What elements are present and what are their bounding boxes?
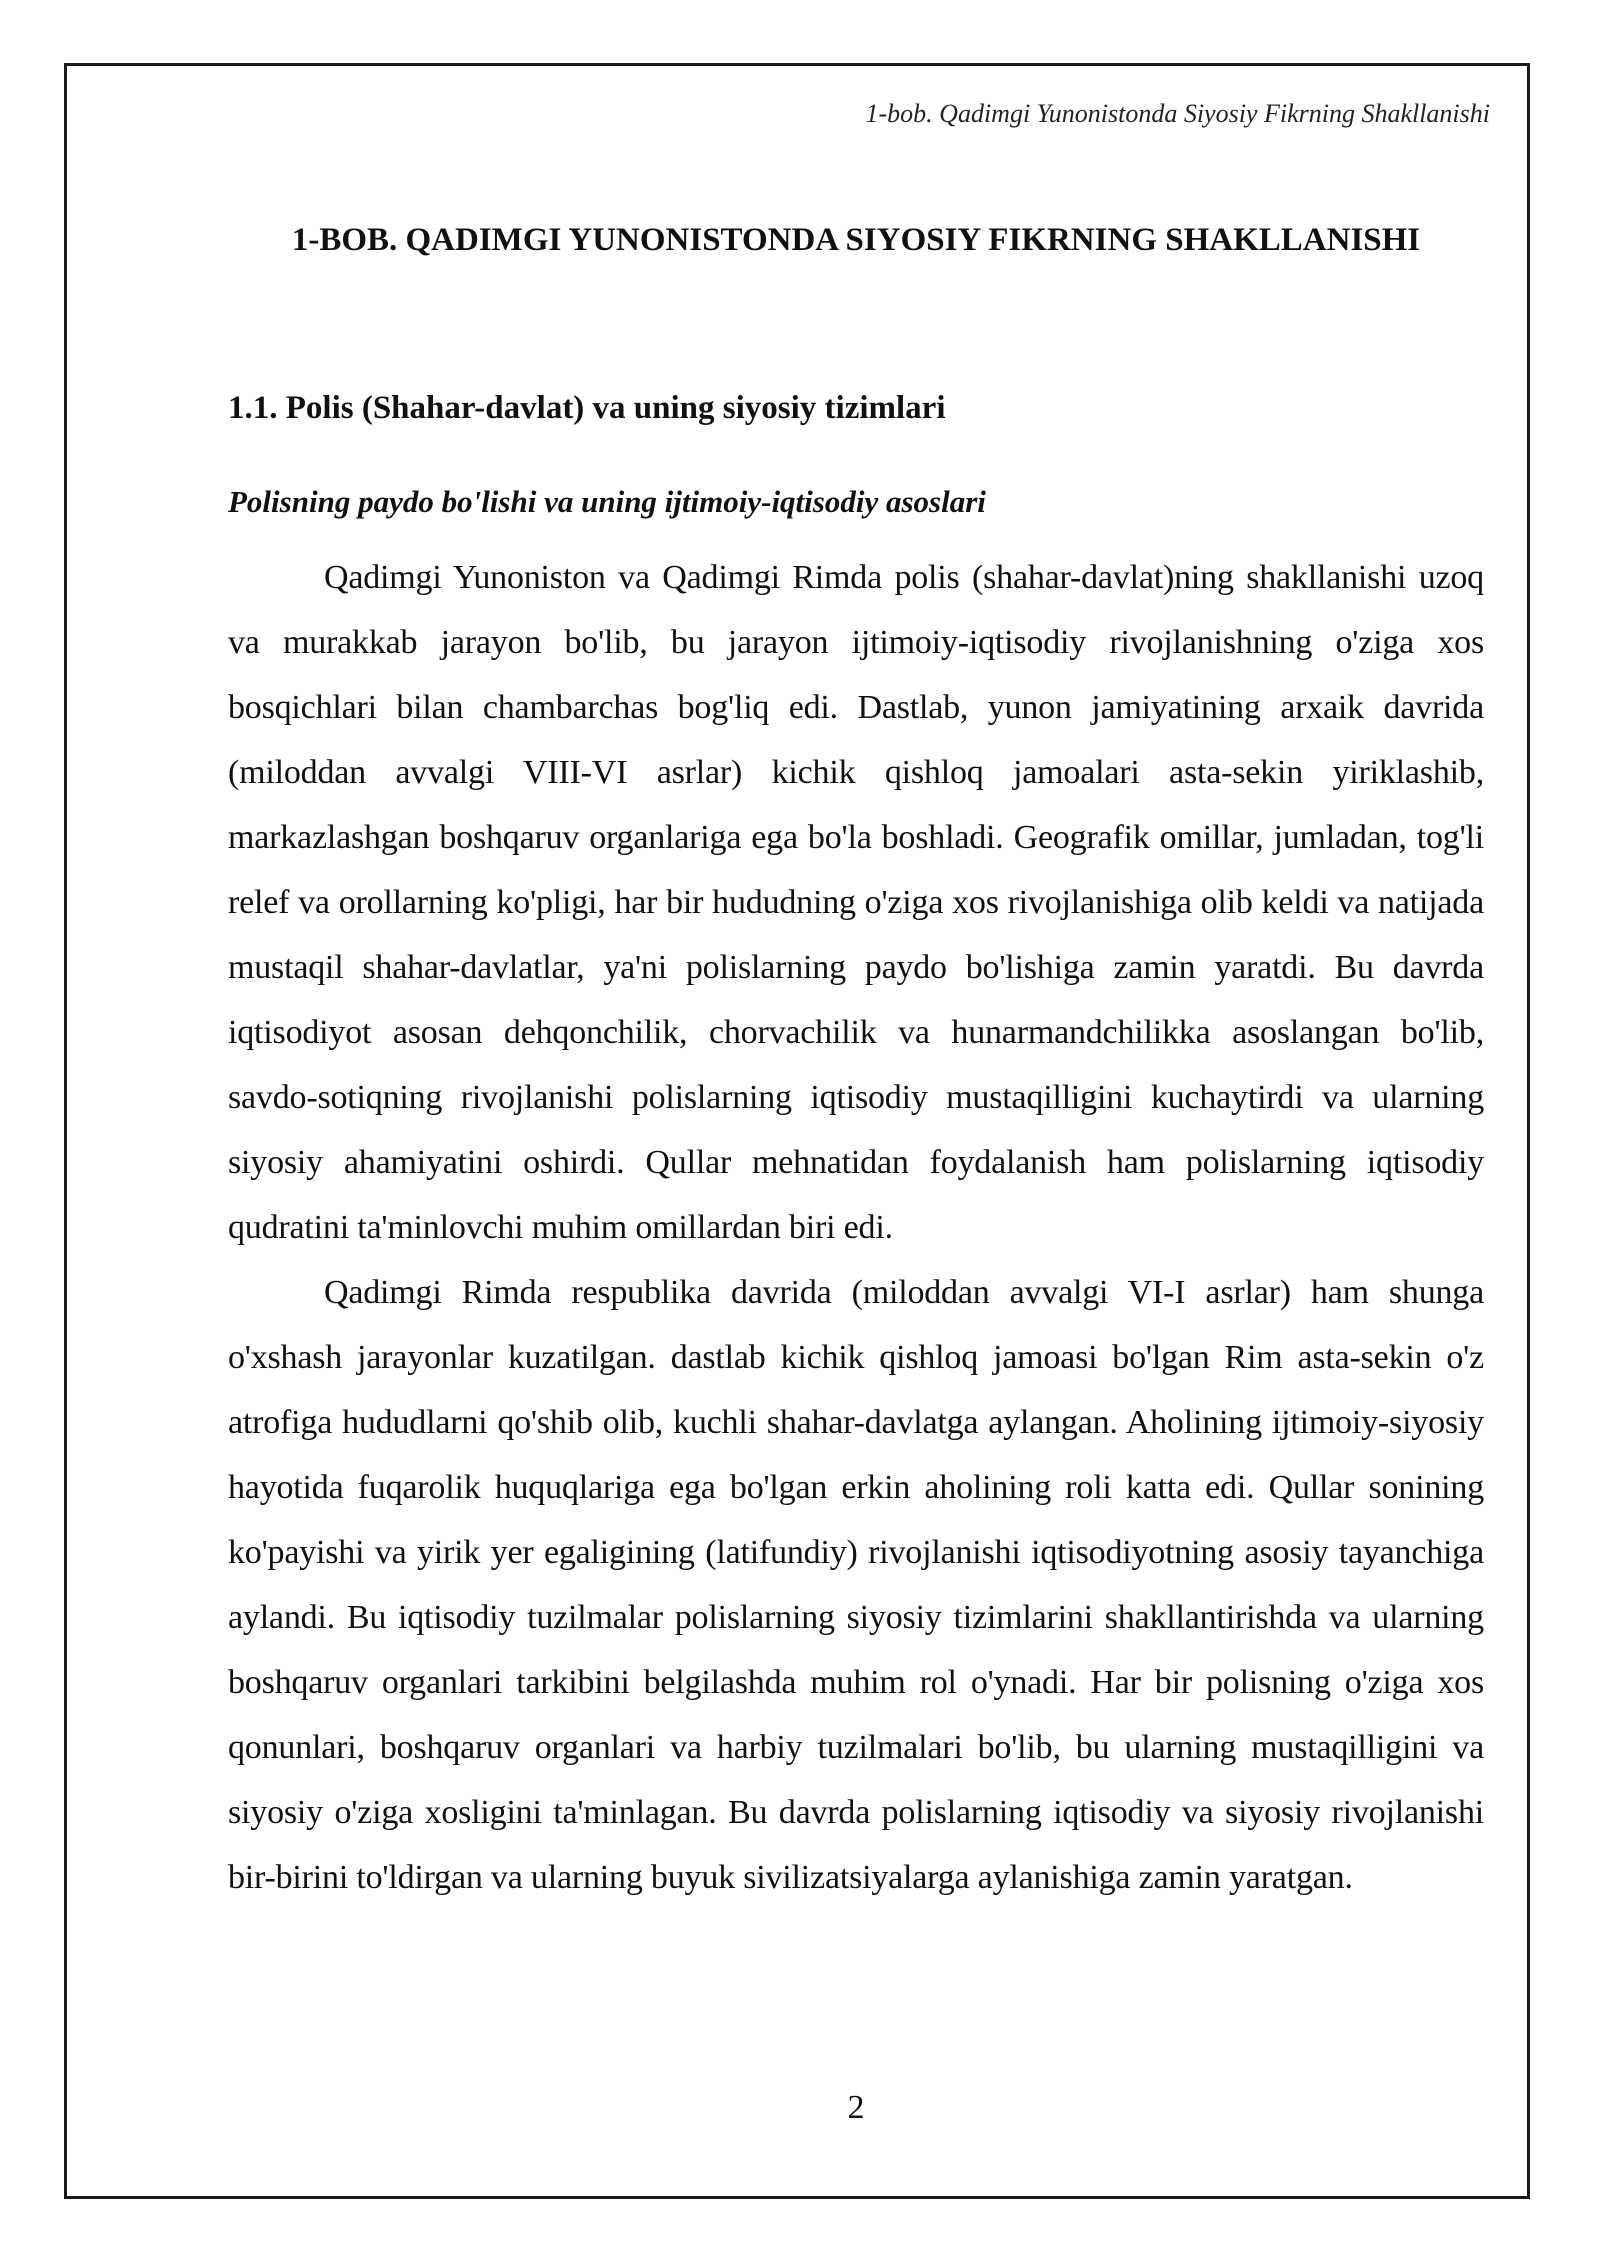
- running-header: 1-bob. Qadimgi Yunonistonda Siyosiy Fikrning Shakllanishi: [865, 99, 1490, 128]
- page-number: 2: [847, 2089, 865, 2126]
- section-title: 1.1. Polis (Shahar-davlat) va uning siyosiy tizimlari: [228, 390, 946, 426]
- body-text: [228, 545, 1484, 1910]
- paragraph: Qadimgi Rimda respublika davrida (miloddan avvalgi VI-I asrlar) ham shunga o'xshash jarayonlar kuzatilgan. dastlab kichik qishloq jamoasi bo'lgan Rim asta-sekin o'z atrofiga hududlarni qo'shib olib, kuchli shahar-davlatga aylangan. Aholining ijtimoiy-siyosiy hayotida fuqarolik huquqlariga ega bo'lgan erkin aholining roli katta edi. Qullar sonining ko'payishi va yirik yer egaligining (latifundiy) rivojlanishi iqtisodiyotning asosiy tayanchiga aylandi. Bu iqtisodiy tuzilmalar polislarning siyosiy tizimlarini shakllantirishda va ularning boshqaruv organlari tarkibini belgilashda muhim rol o'ynadi. Har bir polisning o'ziga xos qonunlari, boshqaruv organlari va harbiy tuzilmalari bo'lib, bu ularning mustaqilligini va siyosiy o'ziga xosligini ta'minlagan. Bu davrda polislarning iqtisodiy va siyosiy rivojlanishi bir-birini to'ldirgan va ularning buyuk sivilizatsiyalarga aylanishiga zamin yaratgan.: [228, 1274, 1484, 1896]
- paragraph: Qadimgi Yunoniston va Qadimgi Rimda polis (shahar-davlat)ning shakllanishi uzoq va murakkab jarayon bo'lib, bu jarayon ijtimoiy-iqtisodiy rivojlanishning o'ziga xos bosqichlari bilan chambarchas bog'liq edi. Dastlab, yunon jamiyatining arxaik davrida (miloddan avvalgi VIII-VI asrlar) kichik qishloq jamoalari asta-sekin yiriklashib, markazlashgan boshqaruv organlariga ega bo'la boshladi. Geografik omillar, jumladan, tog'li relef va orollarning ko'pligi, har bir hududning o'ziga xos rivojlanishiga olib keldi va natijada mustaqil shahar-davlatlar, ya'ni polislarning paydo bo'lishiga zamin yaratdi. Bu davrda iqtisodiyot asosan dehqonchilik, chorvachilik va hunarmandchilikka asoslangan bo'lib, savdo-sotiqning rivojlanishi polislarning iqtisodiy mustaqilligini kuchaytirdi va ularning siyosiy ahamiyatini oshirdi. Qullar mehnatidan foydalanish ham polislarning iqtisodiy qudratini ta'minlovchi muhim omillardan biri edi.: [228, 559, 1484, 1246]
- subsection-title: Polisning paydo bo'lishi va uning ijtimoiy-iqtisodiy asoslari: [228, 484, 986, 519]
- chapter-title: 1-BOB. QADIMGI YUNONISTONDA SIYOSIY FIKRNING SHAKLLANISHI: [291, 222, 1421, 258]
